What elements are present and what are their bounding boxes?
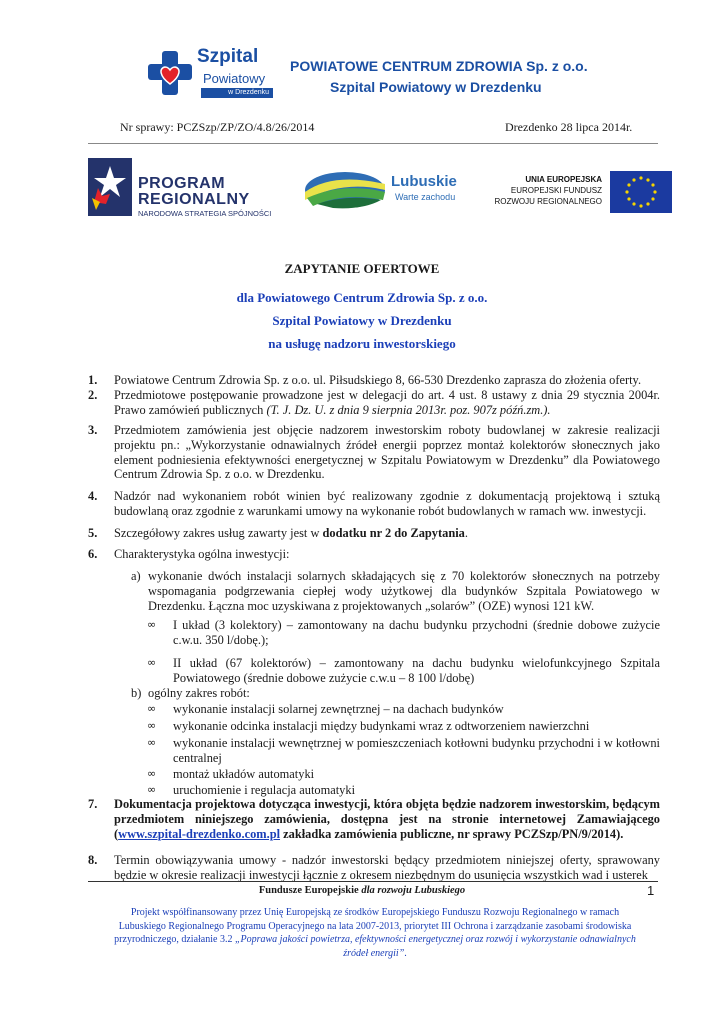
logo-name: Szpital [197, 46, 259, 67]
bullet-mark: ∞ [147, 656, 157, 669]
list-item [88, 797, 660, 841]
list-item [88, 526, 660, 541]
subtitle-line-1: dla Powiatowego Centrum Zdrowia Sp. z o.o. [236, 290, 488, 305]
bullet-item [147, 767, 660, 782]
item-text: Termin obowiązywania umowy - nadzór inwestorski będący przedmiotem niniejszej oferty, sprawowany będzie w okresie realizacji inwestycji łącznie z okresem niezbędnym do usunięcia wszystkich wad i usterek [114, 853, 660, 882]
program-line-1: PROGRAM [138, 175, 226, 192]
hospital-logo-icon [145, 47, 195, 99]
organization-name: POWIATOWE CENTRUM ZDROWIA Sp. z o.o. [290, 58, 588, 74]
item-number: 7. [88, 797, 98, 811]
eu-fund-caption [480, 174, 602, 207]
item-text: Przedmiotowe postępowanie prowadzone jest w delegacji do art. 4 ust. 8 ustawy z dnia 29 stycznia 2004r. Prawo zamówień publicznych (T. J. Dz. U. z dnia 9 sierpnia 2013r. poz. 907z późń.zm.). [114, 388, 660, 417]
lubuskie-landscape-icon [303, 170, 387, 210]
sub-item-text: wykonanie dwóch instalacji solarnych składających się z 70 kolektorów słonecznych na potrzeby wspomagania podgrzewania ciepłej wody użytkowej dla budynków Szpitala Powiatowego w Drezdenku. Łączna moc uzyskiwana z projektowanych „solarów” (OZE) wynosi 121 kW. [148, 569, 660, 613]
footer-divider [88, 881, 658, 882]
item-text: Szczegółowy zakres usług zawarty jest w dodatku nr 2 do Zapytania. [114, 526, 468, 540]
item-number: 1. [88, 373, 98, 387]
document-title: ZAPYTANIE OFERTOWE [284, 261, 440, 276]
page-number: 1 [647, 883, 655, 898]
lubuskie-logo [303, 170, 463, 210]
item-text: Powiatowe Centrum Zdrowia Sp. z o.o. ul. Piłsudskiego 8, 66-530 Drezdenko zaprasza do złożenia oferty. [114, 373, 642, 387]
bullet-item [147, 702, 660, 717]
item-text: Dokumentacja projektowa dotycząca inwestycji, która objęta będzie nadzorem inwestorskim, będącym przedmiotem niniejszego zamówienia, dostępna jest na stronie internetowej Zamawiającego (www.szpital-drezdenko.com.pl zakładka zamówienia publiczne, nr sprawy PCZSzp/PN/9/2014). [114, 797, 660, 841]
sub-item [131, 686, 660, 701]
bullet-text: II układ (67 kolektorów) – zamontowany na dachu budynku wielofunkcyjnego Szpitala Powiatowego (średnie dobowe zużycie c.w.u – 8 100 l/dobę) [173, 656, 660, 685]
bullet-item [147, 656, 660, 686]
item-number: 4. [88, 489, 98, 503]
bullet-mark: ∞ [147, 783, 157, 796]
subtitle-line-2: Szpital Powiatowy w Drezdenku [272, 313, 452, 328]
footer-title: Fundusze Europejskie dla rozwoju Lubuskiego [258, 885, 466, 896]
lubuskie-name: Lubuskie [391, 173, 457, 190]
item-number: 8. [88, 853, 98, 867]
bullet-mark: ∞ [147, 736, 157, 749]
item-number: 3. [88, 423, 98, 437]
case-number: Nr sprawy: PCZSzp/ZP/ZO/4.8/26/2014 [120, 120, 315, 134]
item-text: Nadzór nad wykonaniem robót winien być realizowany zgodnie z dokumentacją projektową i sztuką budowlaną oraz zgodnie z warunkami umowy na wykonanie robót budowlanych w ramach ww. inwestycji. [114, 489, 660, 518]
bullet-text: I układ (3 kolektory) – zamontowany na dachu budynku przychodni (średnie dobowe zużycie c.w.u. 350 l/dobę.); [173, 618, 660, 647]
bullet-mark: ∞ [147, 767, 157, 780]
item-text: Charakterystyka ogólna inwestycji: [114, 547, 290, 561]
bullet-text: wykonanie odcinka instalacji między budynkami wraz z odtworzeniem nawierzchni [173, 719, 590, 733]
logo-subtitle: Powiatowy [203, 71, 266, 86]
hospital-name: Szpital Powiatowy w Drezdenku [330, 79, 542, 95]
lubuskie-tagline: Warte zachodu [395, 192, 456, 202]
item-number: 2. [88, 388, 98, 402]
bullet-mark: ∞ [147, 618, 157, 631]
program-regionalny-logo [88, 158, 283, 218]
list-item [88, 388, 660, 418]
bullet-text: wykonanie instalacji solarnej zewnętrznej – na dachach budynków [173, 702, 504, 716]
header-divider [88, 143, 658, 144]
footer-note-italic: „Poprawa jakości powietrza, efektywności energetycznej oraz rozwój i wykorzystanie odnawialnych źródeł energii” [234, 934, 636, 959]
document-date: Drezdenko 28 lipca 2014r. [505, 120, 633, 134]
item-text: Przedmiotem zamówienia jest objęcie nadzorem inwestorskim roboty budowlanej w zakresie realizacji projektu pn.: „Wykorzystanie odnawialnych źródeł energii poprzez montaż kolektorów słonecznych jako element podniesienia efektywności energetycznej w Szpitalu Powiatowym w Drezdenku” dla Powiatowego Centrum Zdrowia Sp. z o.o. w Drezdenku. [114, 423, 660, 482]
list-item [88, 373, 660, 388]
eu-line-3: ROZWOJU REGIONALNEGO [494, 197, 602, 206]
program-line-2: REGIONALNY [138, 191, 250, 208]
footer-note: Projekt współfinansowany przez Unię Europejską ze środków Europejskiego Funduszu Rozwoju Regionalnego w ramach Lubuskiego Regionalnego Programu Operacyjnego na lata 2007-2013, priorytet III Ochrona i zarządzanie zasobami środowiska przyrodniczego, działanie 3.2 „Poprawa jakości powietrza, efektywności energetycznej oraz rozwój i wykorzystanie odnawialnych źródeł energii”. [114, 907, 636, 959]
sub-item-letter: b) [131, 686, 142, 700]
sub-item [131, 569, 660, 613]
eu-line-2: EUROPEJSKI FUNDUSZ [510, 186, 602, 195]
list-item [88, 489, 660, 519]
list-item [88, 547, 660, 562]
website-link[interactable]: www.szpital-drezdenko.com.pl [118, 826, 281, 841]
bullet-text: uruchomienie i regulacja automatyki [173, 783, 356, 797]
hospital-header [145, 45, 600, 105]
bullet-mark: ∞ [147, 702, 157, 715]
eu-line-1: UNIA EUROPEJSKA [525, 175, 602, 184]
eu-flag-icon [610, 171, 672, 213]
sub-item-letter: a) [131, 569, 141, 583]
bullet-text: montaż układów automatyki [173, 767, 315, 781]
footer-title-italic: dla rozwoju Lubuskiego [361, 885, 466, 896]
bullet-text: wykonanie instalacji wewnętrznej w pomieszczeniach kotłowni budynku przychodni i w kotłowni centralnej [173, 736, 660, 765]
subtitle-line-3: na usługę nadzoru inwestorskiego [268, 336, 456, 351]
attachment-reference: dodatku nr 2 do Zapytania [322, 526, 465, 540]
program-line-3: NARODOWA STRATEGIA SPÓJNOŚCI [138, 209, 272, 218]
list-item [88, 423, 660, 482]
list-item [88, 853, 660, 883]
bullet-item [147, 618, 660, 648]
item-number: 6. [88, 547, 98, 561]
sub-item-text: ogólny zakres robót: [148, 686, 250, 700]
bullet-item [147, 719, 660, 734]
logo-bar: w Drezdenku [201, 88, 273, 98]
bullet-mark: ∞ [147, 719, 157, 732]
bullet-item [147, 783, 660, 798]
legal-reference: (T. J. Dz. U. z dnia 9 sierpnia 2013r. poz. 907z późń.zm.). [266, 402, 551, 417]
item-number: 5. [88, 526, 98, 540]
bullet-item [147, 736, 660, 766]
program-regionalny-emblem-icon [88, 158, 136, 218]
